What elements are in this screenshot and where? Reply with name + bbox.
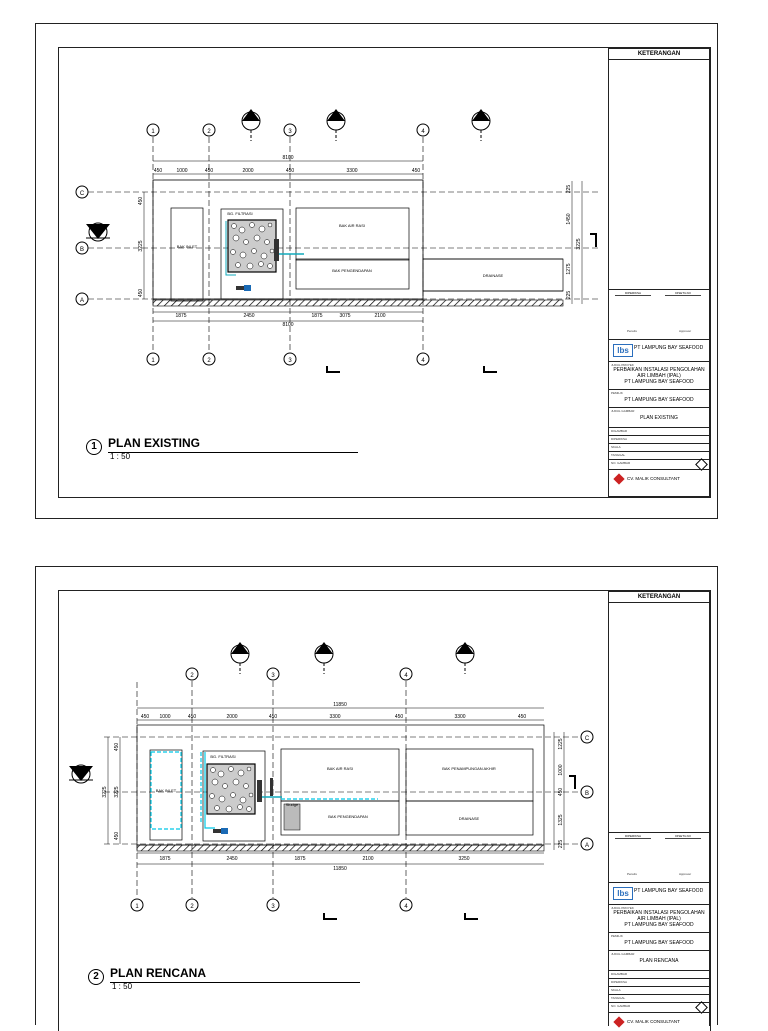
svg-text:3300: 3300 <box>329 714 341 720</box>
grid-axes-top <box>186 668 412 680</box>
drawing-title-cell: PLAN RENCANA <box>639 958 679 964</box>
drawing-sheet-1 <box>35 23 718 519</box>
svg-text:3225: 3225 <box>138 240 144 252</box>
svg-text:450: 450 <box>114 831 120 841</box>
svg-text:225: 225 <box>558 839 564 849</box>
section-cut-right <box>569 776 575 789</box>
grid-axes-side <box>581 731 593 850</box>
svg-text:1450: 1450 <box>566 213 572 225</box>
svg-text:2100: 2100 <box>362 856 374 862</box>
grid-axes-bottom <box>131 899 412 911</box>
svg-text:1000: 1000 <box>176 168 188 174</box>
project-line-2: AIR LIMBAH (IPAL) <box>637 373 681 379</box>
svg-text:450: 450 <box>114 742 120 752</box>
dims-right <box>554 732 564 850</box>
title-block-panel-2 <box>608 591 710 1026</box>
approval-left: DIPERIKSA <box>615 291 651 296</box>
title-underline <box>108 452 358 453</box>
dims-bottom <box>153 312 423 328</box>
section-cuts-bottom <box>327 366 497 372</box>
meta-date: TANGGAL <box>611 996 626 1000</box>
drawing-label: JUDUL GAMBAR <box>611 952 635 956</box>
project-line-3: PT LAMPUNG BAY SEAFOOD <box>624 922 694 928</box>
svg-text:1000: 1000 <box>159 714 171 720</box>
svg-text:8100: 8100 <box>282 155 294 161</box>
svg-text:450: 450 <box>285 168 295 174</box>
label-inlet: BAK INLET <box>155 788 177 793</box>
drawing-title-cell: PLAN EXISTING <box>640 415 678 421</box>
svg-text:8100: 8100 <box>282 322 294 328</box>
svg-text:4: 4 <box>404 904 408 910</box>
grid-top-3: 3 <box>288 129 292 135</box>
consultant-logo-icon <box>613 473 624 484</box>
svg-text:1875: 1875 <box>294 856 306 862</box>
approval-right: DISETUJUI <box>665 291 701 296</box>
sludge-area <box>284 804 300 830</box>
drawing-title-2 <box>88 966 378 999</box>
svg-text:C: C <box>584 736 590 742</box>
svg-text:2450: 2450 <box>226 856 238 862</box>
dims-top <box>137 702 544 720</box>
grid-side-b: B <box>79 247 85 253</box>
grid-top-2: 2 <box>207 129 211 135</box>
wall-hatch-bottom <box>137 845 544 851</box>
svg-text:450: 450 <box>394 714 404 720</box>
svg-text:450: 450 <box>138 288 144 298</box>
project-line-3: PT LAMPUNG BAY SEAFOOD <box>624 379 694 385</box>
svg-text:1275: 1275 <box>566 263 572 275</box>
dims-top <box>153 155 423 174</box>
svg-text:B: B <box>584 791 590 797</box>
svg-text:4: 4 <box>421 358 425 364</box>
project-label: JUDUL PROYEK <box>611 906 634 910</box>
project-line-2: AIR LIMBAH (IPAL) <box>637 916 681 922</box>
label-pengendapan: BAK PENGENDAPAN <box>328 814 368 819</box>
svg-text:450: 450 <box>558 787 564 797</box>
section-marker-3 <box>472 109 490 141</box>
svg-text:450: 450 <box>187 714 197 720</box>
svg-text:1325: 1325 <box>558 814 564 826</box>
svg-text:3075: 3075 <box>339 313 351 319</box>
sheet-number-label: NO. GAMBAR <box>611 1004 631 1008</box>
consultant-logo-icon <box>613 1016 624 1027</box>
grid-axes-side <box>76 186 88 305</box>
svg-text:3225: 3225 <box>576 238 582 250</box>
drawing-title: PLAN EXISTING <box>108 436 201 450</box>
owner-label: PEMILIK <box>611 934 623 938</box>
grid-side-c: C <box>79 191 85 197</box>
section-marker-1 <box>242 109 260 141</box>
approval-left: DIPERIKSA <box>615 834 651 839</box>
grid-axes-top <box>147 124 429 136</box>
label-sludge: Sludge <box>285 802 299 807</box>
label-drainase: DRAINASE <box>458 816 480 821</box>
svg-text:11850: 11850 <box>333 702 347 708</box>
drawing-number: 1 <box>86 439 102 455</box>
svg-text:2: 2 <box>207 358 211 364</box>
svg-text:3: 3 <box>271 904 275 910</box>
title-underline <box>110 982 360 983</box>
meta-checked: DIPERIKSA <box>611 980 628 984</box>
wall-hatch-bottom <box>153 300 563 306</box>
drawing-sheet-2 <box>35 566 718 1025</box>
svg-text:450: 450 <box>204 168 214 174</box>
svg-text:3: 3 <box>271 673 275 679</box>
consultant-name: CV. MALIK CONSULTANT <box>627 476 680 481</box>
section-cuts-bottom <box>324 913 478 919</box>
svg-text:A: A <box>584 843 590 849</box>
svg-text:2000: 2000 <box>242 168 254 174</box>
drawing-scale: 1 : 50 <box>112 982 133 991</box>
label-filtrasi: BG. FILTRASI <box>227 211 253 216</box>
section-marker-2 <box>315 642 333 674</box>
svg-text:1875: 1875 <box>311 313 323 319</box>
svg-text:3300: 3300 <box>454 714 466 720</box>
keterangan-header: KETERANGAN <box>609 592 709 603</box>
label-inlet: BAK INLET <box>176 244 198 249</box>
svg-text:225: 225 <box>566 184 572 194</box>
svg-text:450: 450 <box>138 196 144 206</box>
svg-text:1875: 1875 <box>175 313 187 319</box>
company-logo: lbs <box>613 887 633 900</box>
svg-text:2: 2 <box>190 904 194 910</box>
sign-right: Approver <box>679 872 692 876</box>
dims-bottom <box>137 853 544 872</box>
svg-text:4: 4 <box>404 673 408 679</box>
plan-rencana-drawing <box>60 592 630 1022</box>
svg-text:450: 450 <box>411 168 421 174</box>
project-line-1: PERBAIKAN INSTALASI PENGOLAHAN <box>613 910 705 916</box>
svg-text:450: 450 <box>153 168 163 174</box>
section-marker-1 <box>231 642 249 674</box>
owner-name: PT LAMPUNG BAY SEAFOOD <box>624 397 694 403</box>
sign-right: Approver <box>679 329 692 333</box>
drawing-title-1 <box>86 436 376 469</box>
grid-side-a: A <box>79 298 85 304</box>
dims-left <box>102 737 120 844</box>
svg-text:3250: 3250 <box>458 856 470 862</box>
svg-text:225: 225 <box>566 290 572 300</box>
svg-text:1: 1 <box>151 358 155 364</box>
approval-right: DISETUJUI <box>665 834 701 839</box>
drawing-title: PLAN RENCANA <box>110 966 206 980</box>
dims-right <box>566 181 582 304</box>
svg-text:3300: 3300 <box>346 168 358 174</box>
svg-text:1: 1 <box>135 904 139 910</box>
meta-drawn: DIGAMBAR <box>611 429 628 433</box>
grid-top-4: 4 <box>421 129 425 135</box>
sign-left: Penulis <box>627 872 637 876</box>
project-line-1: PERBAIKAN INSTALASI PENGOLAHAN <box>613 367 705 373</box>
svg-text:450: 450 <box>268 714 278 720</box>
svg-text:2: 2 <box>190 673 194 679</box>
keterangan-header: KETERANGAN <box>609 49 709 60</box>
company-name: PT LAMPUNG BAY SEAFOOD <box>634 345 704 351</box>
company-name: PT LAMPUNG BAY SEAFOOD <box>634 888 704 894</box>
meta-scale: SKALA <box>611 988 621 992</box>
structure-walls <box>153 180 563 301</box>
meta-scale: SKALA <box>611 445 621 449</box>
svg-text:3225: 3225 <box>102 786 108 798</box>
owner-name: PT LAMPUNG BAY SEAFOOD <box>624 940 694 946</box>
svg-text:3225: 3225 <box>114 786 120 798</box>
owner-label: PEMILIK <box>611 391 623 395</box>
meta-checked: DIPERIKSA <box>611 437 628 441</box>
svg-text:450: 450 <box>140 714 150 720</box>
svg-text:2450: 2450 <box>243 313 255 319</box>
svg-text:3: 3 <box>288 358 292 364</box>
drawing-label: JUDUL GAMBAR <box>611 409 635 413</box>
label-air-rasi: BAK AIR RASI <box>338 223 366 228</box>
svg-text:1875: 1875 <box>159 856 171 862</box>
label-drainase: DRAINASE <box>482 273 504 278</box>
svg-text:11850: 11850 <box>333 866 347 872</box>
svg-text:2100: 2100 <box>374 313 386 319</box>
section-cut-right <box>590 234 596 247</box>
consultant-name: CV. MALIK CONSULTANT <box>627 1019 680 1024</box>
section-marker-2 <box>327 109 345 141</box>
meta-date: TANGGAL <box>611 453 626 457</box>
grid-axes-bottom <box>147 353 429 365</box>
svg-text:450: 450 <box>517 714 527 720</box>
svg-text:1000: 1000 <box>558 764 564 776</box>
label-filtrasi: BG. FILTRASI <box>210 754 236 759</box>
dims-left <box>138 192 144 299</box>
label-penampungan: BAK PENAMPUNGAN AKHIR <box>442 766 496 771</box>
plan-existing-drawing <box>60 49 630 489</box>
section-marker-left <box>86 223 110 241</box>
section-marker-3 <box>456 642 474 674</box>
meta-drawn: DIGAMBAR <box>611 972 628 976</box>
title-block-panel-1 <box>608 48 710 497</box>
label-pengendapan: BAK PENGENDAPAN <box>332 268 372 273</box>
drawing-scale: 1 : 50 <box>110 452 131 461</box>
label-air-rasi: BAK AIR RASI <box>326 766 354 771</box>
sign-left: Penulis <box>627 329 637 333</box>
svg-text:2000: 2000 <box>226 714 238 720</box>
project-label: JUDUL PROYEK <box>611 363 634 367</box>
svg-text:1225: 1225 <box>558 738 564 750</box>
structure-walls <box>137 725 544 845</box>
grid-top-1: 1 <box>151 129 155 135</box>
section-marker-left <box>69 765 93 783</box>
sheet-number-label: NO. GAMBAR <box>611 461 631 465</box>
company-logo: lbs <box>613 344 633 357</box>
drawing-number: 2 <box>88 969 104 985</box>
